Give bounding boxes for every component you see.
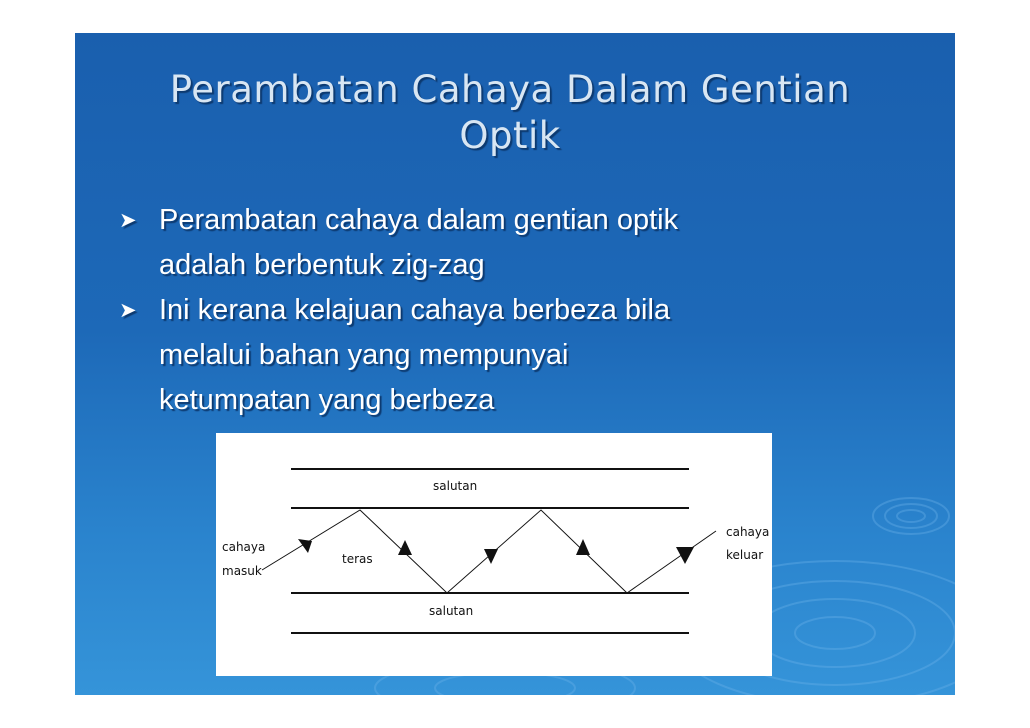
label-light-out-2: keluar — [726, 548, 764, 562]
ray-arrow-icon — [298, 539, 312, 553]
arrowhead-bullet-icon: ➤ — [119, 299, 137, 322]
ray-arrow-icon — [676, 547, 694, 564]
bullet-line: ketumpatan yang berbeza — [159, 384, 495, 416]
ray-arrow-icon — [398, 540, 412, 555]
label-light-out-1: cahaya — [726, 525, 770, 539]
arrowhead-bullet-icon: ➤ — [119, 209, 137, 232]
bullet-item — [107, 198, 827, 288]
bullet-line: adalah berbentuk zig-zag — [159, 249, 485, 281]
slide-title-line2: Optik — [459, 114, 561, 157]
slide — [75, 33, 955, 695]
slide-title-line1: Perambatan Cahaya Dalam Gentian — [169, 68, 851, 111]
bullet-line: melalui bahan yang mempunyai — [159, 339, 569, 371]
label-light-in-1: cahaya — [222, 540, 266, 554]
label-light-in-2: masuk — [222, 564, 262, 578]
ray-arrow-icon — [576, 539, 590, 555]
label-top-cladding: salutan — [433, 479, 478, 493]
label-core: teras — [342, 552, 373, 566]
bullet-list — [107, 198, 827, 423]
ray-arrow-icon — [484, 549, 498, 564]
fiber-diagram-svg — [216, 433, 772, 676]
label-bottom-cladding: salutan — [429, 604, 474, 618]
bullet-line: Ini kerana kelajuan cahaya berbeza bila — [159, 294, 671, 326]
slide-title — [135, 67, 885, 159]
fiber-diagram — [216, 433, 772, 676]
bullet-line: Perambatan cahaya dalam gentian optik — [159, 204, 679, 236]
bullet-item — [107, 288, 827, 423]
